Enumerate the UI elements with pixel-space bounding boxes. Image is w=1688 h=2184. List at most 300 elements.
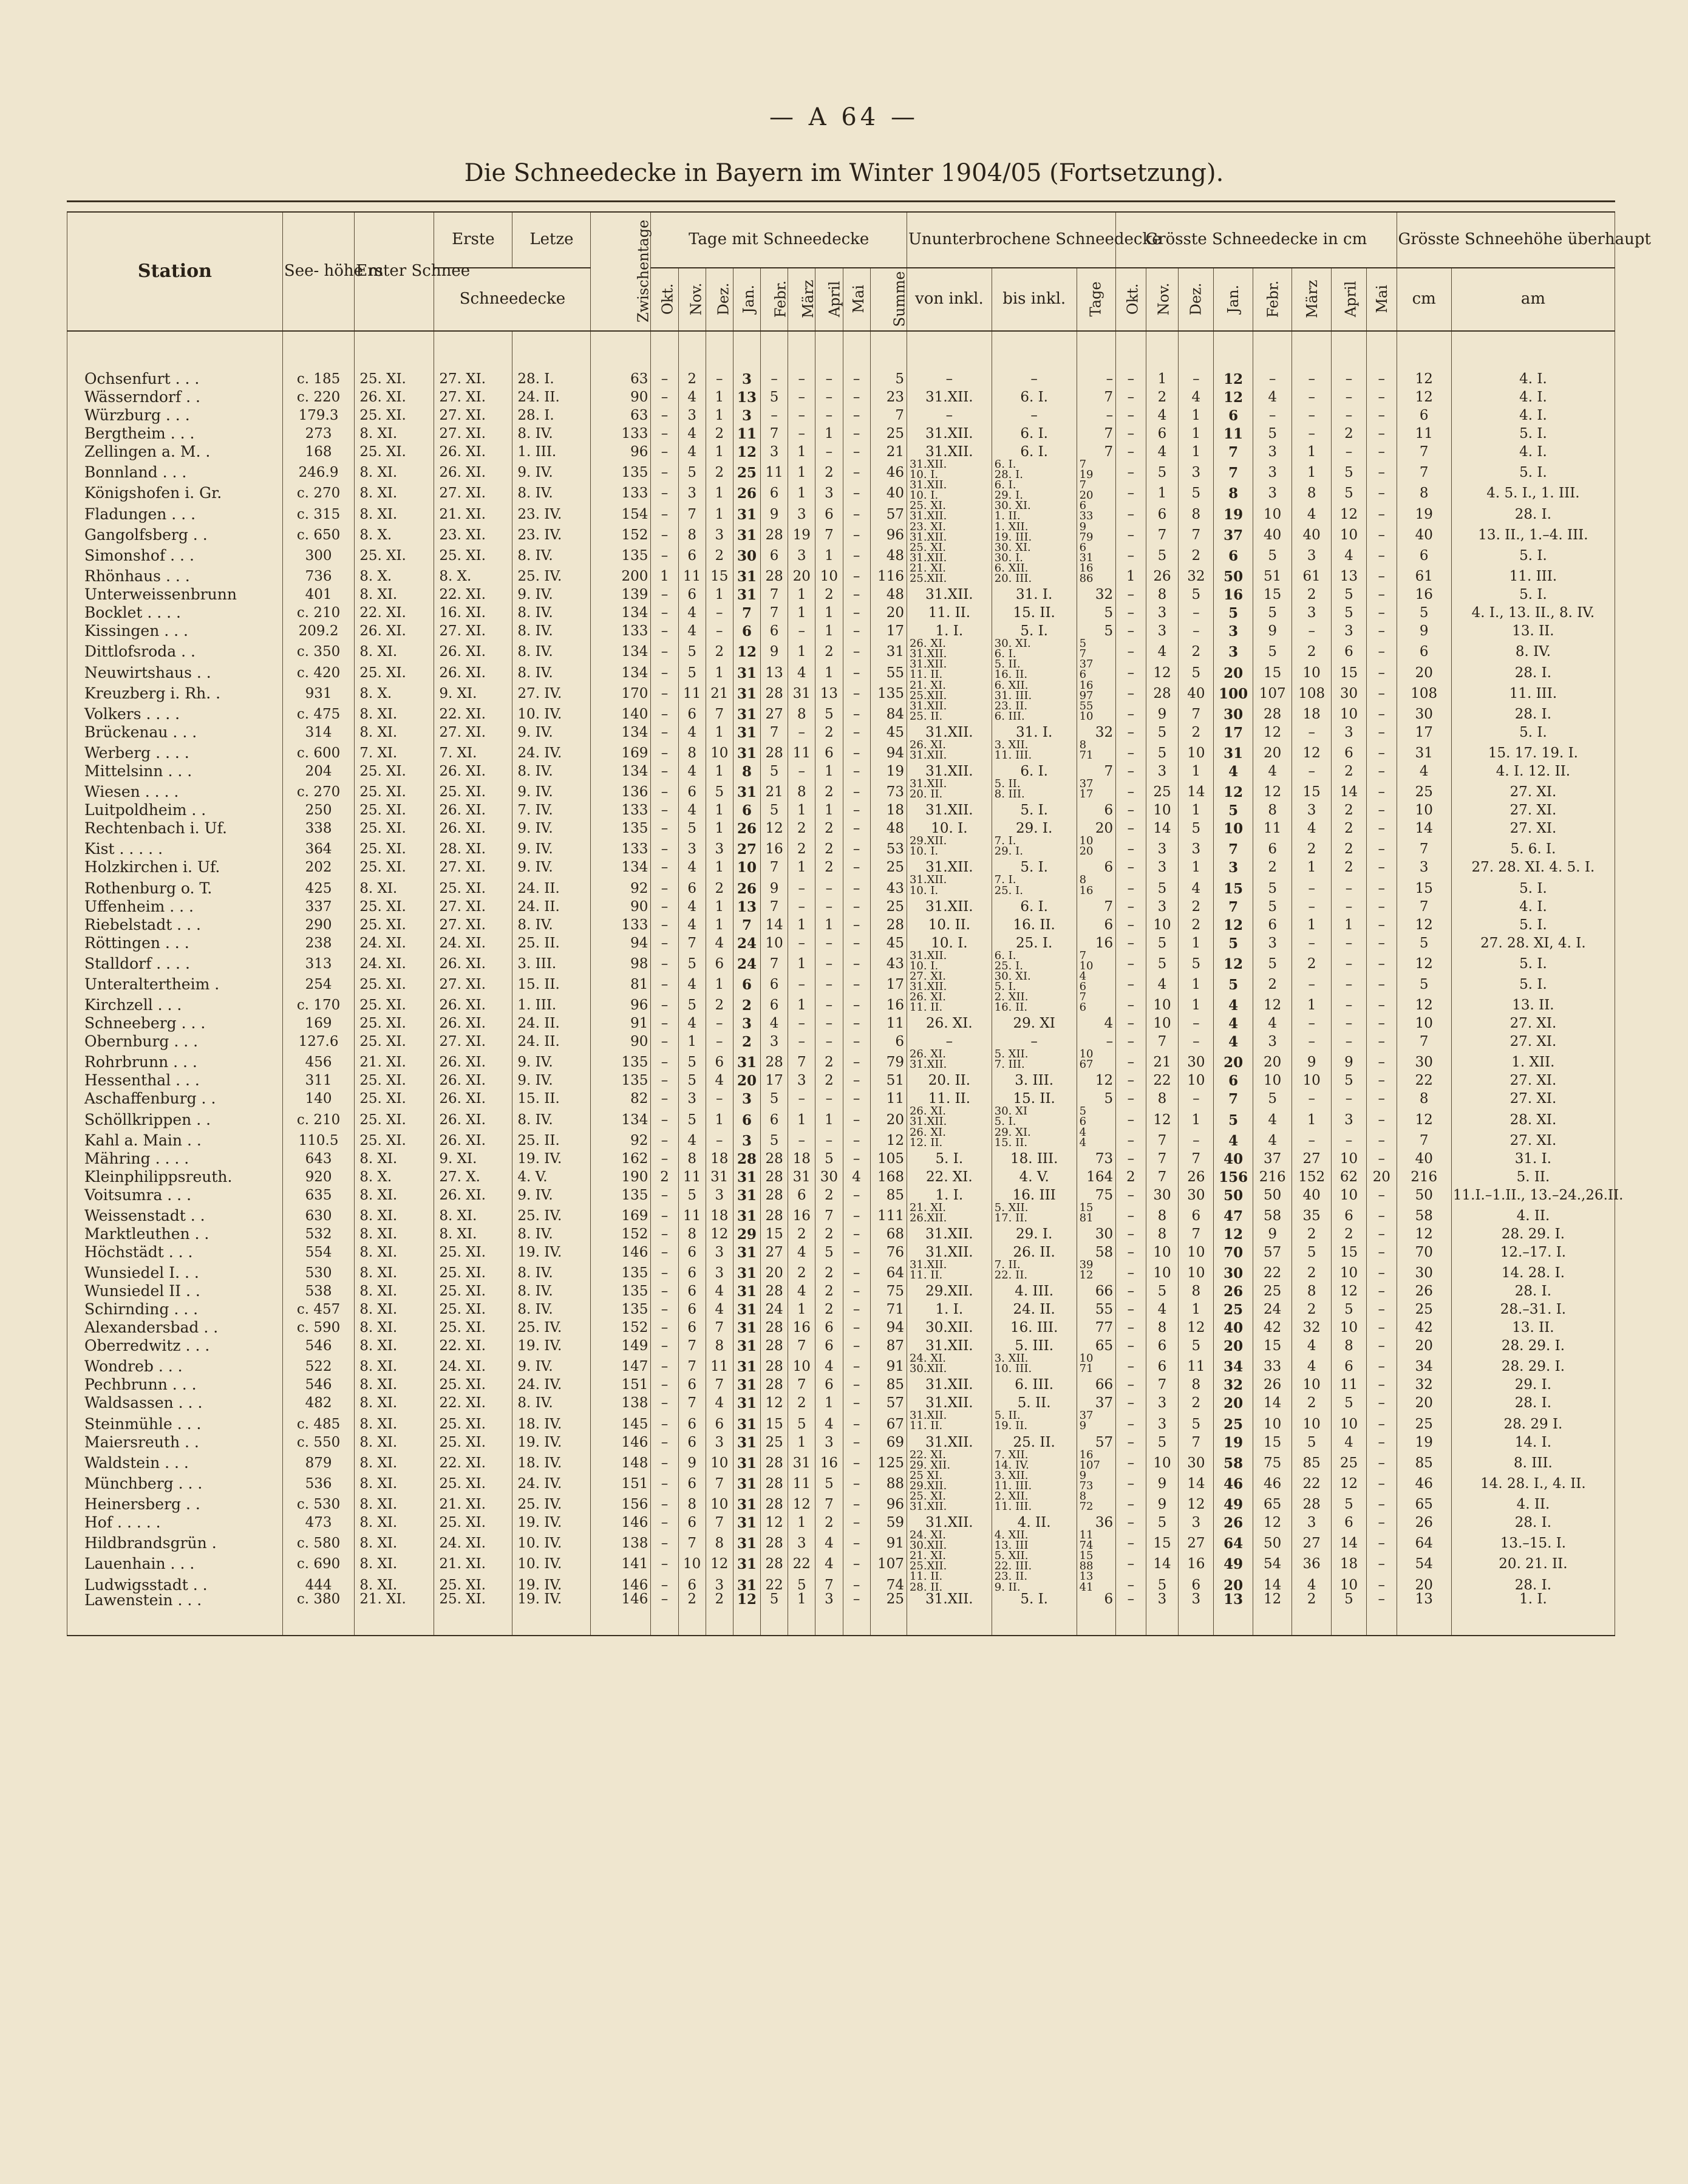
days-month-cell: 5 xyxy=(678,659,706,680)
tage-cell: 75 xyxy=(1077,1184,1116,1203)
tage-cell: 36 xyxy=(1077,1512,1116,1530)
depth-month-cell: 58 xyxy=(1253,1203,1292,1223)
letzte-schneedecke-cell: 8. IV. xyxy=(512,1298,591,1317)
days-month-cell: 4 xyxy=(843,1166,870,1184)
max-date-cell: 5. I. xyxy=(1451,971,1615,992)
max-date-cell: 5. 6. I. xyxy=(1451,836,1615,856)
tage-cell xyxy=(1077,638,1116,659)
station-name: Aschaffenburg . . xyxy=(67,1088,283,1106)
days-month-cell: – xyxy=(843,760,870,779)
days-month-cell: 8 xyxy=(678,1491,706,1512)
days-month-cell: – xyxy=(651,896,678,914)
max-cm-cell: 31 xyxy=(1397,740,1451,760)
interval-line: 31.XII. xyxy=(909,748,947,762)
depth-month-cell: 4 xyxy=(1253,386,1292,404)
days-month-cell: – xyxy=(788,896,815,914)
depth-month-cell: – xyxy=(1116,542,1146,563)
tage-cell xyxy=(1077,522,1116,542)
depth-month-cell: – xyxy=(1367,1241,1397,1260)
depth-month-cell: – xyxy=(1116,1031,1146,1049)
summe-cell: 43 xyxy=(870,875,907,895)
max-date-cell: 28. I. xyxy=(1451,500,1615,521)
days-month-cell: – xyxy=(843,522,870,542)
depth-month-cell: – xyxy=(1116,1298,1146,1317)
depth-month-cell: 8 xyxy=(1146,1203,1179,1223)
depth-month-cell: 2 xyxy=(1292,836,1332,856)
days-month-cell: 3 xyxy=(733,368,760,386)
depth-month-cell: – xyxy=(1331,932,1366,950)
bis-cell: 29. I. xyxy=(992,1223,1077,1241)
depth-month-cell: 4 xyxy=(1214,1031,1253,1049)
erste-schneedecke-cell: 25. XI. xyxy=(434,1374,512,1392)
depth-month-cell: 6 xyxy=(1179,1571,1214,1592)
days-month-cell: 2 xyxy=(706,542,733,563)
interval-line: 11. II. xyxy=(909,1001,943,1014)
interval-line: 28. I. xyxy=(994,468,1023,482)
depth-month-cell: 3 xyxy=(1214,856,1253,875)
erste-schneedecke-cell: 25. XI. xyxy=(434,1571,512,1592)
depth-month-cell: 2 xyxy=(1292,584,1332,602)
depth-month-cell: 30 xyxy=(1179,1450,1214,1470)
days-month-cell: – xyxy=(843,950,870,971)
interval-line: 6 xyxy=(1079,1115,1087,1128)
letzte-schneedecke-cell: 8. IV. xyxy=(512,760,591,779)
days-month-cell: 5 xyxy=(815,1148,843,1166)
depth-month-cell: 35 xyxy=(1292,1203,1332,1223)
letzte-schneedecke-cell: 28. I. xyxy=(512,368,591,386)
depth-month-cell: 5 xyxy=(1146,1512,1179,1530)
days-month-cell: 2 xyxy=(815,638,843,659)
seehoehe-cell: c. 485 xyxy=(282,1410,354,1431)
max-cm-cell: 7 xyxy=(1397,1031,1451,1049)
max-cm-cell: 25 xyxy=(1397,1410,1451,1431)
letzte-schneedecke-cell: 25. II. xyxy=(512,932,591,950)
interval-line: 11. III. xyxy=(994,748,1032,762)
days-month-cell: 1 xyxy=(815,542,843,563)
days-month-cell: 31 xyxy=(788,1450,815,1470)
zwischentage-cell: 94 xyxy=(591,932,651,950)
depth-month-cell: – xyxy=(1116,1203,1146,1223)
station-name: Dittlofsroda . . xyxy=(67,638,283,659)
days-month-cell: 26 xyxy=(733,875,760,895)
depth-month-cell: 7 xyxy=(1214,459,1253,480)
depth-month-cell: 27 xyxy=(1292,1530,1332,1551)
seehoehe-cell: 630 xyxy=(282,1203,354,1223)
max-date-cell: 13. II., 1.–4. III. xyxy=(1451,522,1615,542)
depth-month-cell: 9 xyxy=(1146,1491,1179,1512)
days-month-cell: – xyxy=(843,856,870,875)
zwischentage-cell: 90 xyxy=(591,386,651,404)
station-name: Münchberg . . . xyxy=(67,1470,283,1491)
depth-month-cell: 5 xyxy=(1146,1432,1179,1450)
interval-line: 25. I. xyxy=(994,959,1023,972)
days-month-cell: – xyxy=(815,1031,843,1049)
depth-month-cell: – xyxy=(1367,817,1397,836)
depth-month-cell: 7 xyxy=(1214,1088,1253,1106)
days-month-cell: 13 xyxy=(815,680,843,701)
max-date-cell: 8. IV. xyxy=(1451,638,1615,659)
depth-month-cell: 3 xyxy=(1214,620,1253,638)
depth-month-cell: – xyxy=(1367,1223,1397,1241)
days-month-cell: 3 xyxy=(678,404,706,423)
von-cell xyxy=(907,1353,992,1374)
seehoehe-cell: 522 xyxy=(282,1353,354,1374)
interval-line: 25 XI. xyxy=(909,1469,943,1482)
erste-schneedecke-cell: 27. XI. xyxy=(434,722,512,740)
max-date-cell: 13. II. xyxy=(1451,1317,1615,1335)
tage-cell xyxy=(1077,680,1116,701)
summe-cell: 25 xyxy=(870,423,907,441)
von-cell: 31.XII. xyxy=(907,856,992,875)
days-month-cell: – xyxy=(651,779,678,799)
max-cm-cell: 32 xyxy=(1397,1374,1451,1392)
days-month-cell: 2 xyxy=(815,1512,843,1530)
depth-month-cell: – xyxy=(1116,659,1146,680)
days-month-cell: 1 xyxy=(788,638,815,659)
erster-schnee-cell: 25. XI. xyxy=(355,1031,434,1049)
tage-cell xyxy=(1077,1491,1116,1512)
interval-line: 5. XII. xyxy=(994,1201,1029,1214)
days-month-cell: – xyxy=(651,1491,678,1512)
interval-line: 25.XII. xyxy=(909,572,947,585)
interval-line: 10. I. xyxy=(909,468,939,482)
depth-month-cell: 2 xyxy=(1179,542,1214,563)
days-month-cell: 1 xyxy=(788,1592,815,1636)
erster-schnee-cell: 8. XI. xyxy=(355,1241,434,1260)
erster-schnee-cell: 8. XI. xyxy=(355,584,434,602)
depth-month-cell: 1 xyxy=(1179,1298,1214,1317)
days-month-cell: 7 xyxy=(761,896,788,914)
depth-month-cell: – xyxy=(1367,914,1397,932)
days-month-cell: – xyxy=(843,638,870,659)
days-month-cell: 31 xyxy=(733,1049,760,1070)
tage-cell: 77 xyxy=(1077,1317,1116,1335)
von-cell xyxy=(907,779,992,799)
depth-month-cell: – xyxy=(1367,1491,1397,1512)
days-month-cell: 4 xyxy=(678,441,706,459)
bis-cell xyxy=(992,779,1077,799)
interval-line: 9 xyxy=(1079,1469,1087,1482)
depth-month-cell: – xyxy=(1367,992,1397,1012)
von-cell xyxy=(907,875,992,895)
depth-month-cell: – xyxy=(1367,950,1397,971)
station-name: Lawenstein . . . xyxy=(67,1592,283,1636)
depth-month-cell: 85 xyxy=(1292,1450,1332,1470)
header-von: von inkl. xyxy=(907,268,992,331)
depth-month-cell: 6 xyxy=(1214,404,1253,423)
bis-cell xyxy=(992,875,1077,895)
erster-schnee-cell: 8. XI. xyxy=(355,1260,434,1280)
depth-month-cell: 12 xyxy=(1253,992,1292,1012)
depth-month-cell: 5 xyxy=(1146,542,1179,563)
depth-month-cell: 5 xyxy=(1331,1592,1366,1636)
depth-month-cell: – xyxy=(1116,441,1146,459)
days-month-cell: 1 xyxy=(788,584,815,602)
erste-schneedecke-cell: 25. XI. xyxy=(434,542,512,563)
depth-month-cell: 6 xyxy=(1146,1335,1179,1353)
bis-cell xyxy=(992,1530,1077,1551)
days-month-cell: 9 xyxy=(761,500,788,521)
days-month-cell: 3 xyxy=(706,1260,733,1280)
days-month-cell: – xyxy=(651,1470,678,1491)
depth-month-cell: 15 xyxy=(1253,659,1292,680)
days-month-cell: – xyxy=(843,404,870,423)
days-month-cell: 1 xyxy=(788,441,815,459)
depth-month-cell: 12 xyxy=(1214,914,1253,932)
bis-cell xyxy=(992,992,1077,1012)
depth-month-cell: – xyxy=(1292,1031,1332,1049)
station-name: Werberg . . . . xyxy=(67,740,283,760)
letzte-schneedecke-cell: 27. IV. xyxy=(512,680,591,701)
days-month-cell: – xyxy=(843,1260,870,1280)
depth-month-cell: 2 xyxy=(1146,386,1179,404)
summe-cell: 53 xyxy=(870,836,907,856)
days-month-cell: 28 xyxy=(761,1203,788,1223)
erste-schneedecke-cell: 22. XI. xyxy=(434,1335,512,1353)
days-month-cell: – xyxy=(815,386,843,404)
interval-line: 74 xyxy=(1079,1539,1094,1552)
summe-cell: 69 xyxy=(870,1432,907,1450)
max-cm-cell: 65 xyxy=(1397,1491,1451,1512)
days-month-cell: 7 xyxy=(678,1392,706,1410)
days-month-cell: 16 xyxy=(788,1203,815,1223)
days-month-cell: – xyxy=(843,1432,870,1450)
days-month-cell: 5 xyxy=(678,992,706,1012)
depth-month-cell: 5 xyxy=(1253,423,1292,441)
days-month-cell: – xyxy=(843,1184,870,1203)
depth-month-cell: – xyxy=(1116,760,1146,779)
header-month-b0: Okt. xyxy=(1116,268,1146,331)
erste-schneedecke-cell: 27. XI. xyxy=(434,620,512,638)
depth-month-cell: 10 xyxy=(1292,1374,1332,1392)
interval-line: 23. II. xyxy=(994,1570,1028,1583)
max-date-cell: 27. XI. xyxy=(1451,1070,1615,1088)
depth-month-cell: 15 xyxy=(1146,1530,1179,1551)
days-month-cell: 31 xyxy=(733,522,760,542)
days-month-cell: 2 xyxy=(788,1223,815,1241)
depth-month-cell: 2 xyxy=(1253,856,1292,875)
days-month-cell: 3 xyxy=(706,1241,733,1260)
top-rule xyxy=(67,200,1615,202)
erste-schneedecke-cell: 27. XI. xyxy=(434,423,512,441)
tage-cell: 32 xyxy=(1077,722,1116,740)
max-cm-cell: 6 xyxy=(1397,404,1451,423)
max-date-cell: 27. 28. XI, 4. I. xyxy=(1451,932,1615,950)
days-month-cell: 5 xyxy=(678,1106,706,1127)
summe-cell: 96 xyxy=(870,522,907,542)
von-cell xyxy=(907,459,992,480)
depth-month-cell: 3 xyxy=(1146,1592,1179,1636)
depth-month-cell: 5 xyxy=(1253,875,1292,895)
depth-month-cell: 25 xyxy=(1253,1280,1292,1298)
days-month-cell: 4 xyxy=(678,856,706,875)
erste-schneedecke-cell: 25. XI. xyxy=(434,1592,512,1636)
interval-line: 16. II. xyxy=(994,1001,1028,1014)
depth-month-cell: 3 xyxy=(1253,932,1292,950)
bis-cell: 26. II. xyxy=(992,1241,1077,1260)
interval-line: 11. II. xyxy=(909,1269,943,1282)
bis-cell xyxy=(992,971,1077,992)
station-name: Zellingen a. M. . xyxy=(67,441,283,459)
interval-line: 71 xyxy=(1079,748,1094,762)
days-month-cell: 15 xyxy=(761,1410,788,1431)
max-cm-cell: 5 xyxy=(1397,602,1451,620)
letzte-schneedecke-cell: 25. IV. xyxy=(512,1203,591,1223)
letzte-schneedecke-cell: 8. IV. xyxy=(512,914,591,932)
interval-line: 33 xyxy=(1079,510,1094,523)
depth-month-cell: 7 xyxy=(1146,1031,1179,1049)
days-month-cell: 6 xyxy=(678,1317,706,1335)
interval-line: 1. XII. xyxy=(994,520,1029,533)
station-name: Obernburg . . . xyxy=(67,1031,283,1049)
depth-month-cell: – xyxy=(1116,1450,1146,1470)
letzte-schneedecke-cell: 24. II. xyxy=(512,386,591,404)
days-month-cell: 6 xyxy=(815,1335,843,1353)
table-row xyxy=(67,760,1615,779)
depth-month-cell: – xyxy=(1179,1012,1214,1031)
days-month-cell: – xyxy=(815,1127,843,1148)
table-row xyxy=(67,1031,1615,1049)
depth-month-cell: – xyxy=(1367,680,1397,701)
depth-month-cell: – xyxy=(1179,1127,1214,1148)
days-month-cell: 13 xyxy=(761,659,788,680)
letzte-schneedecke-cell: 8. IV. xyxy=(512,1260,591,1280)
interval-line: 21. XI. xyxy=(909,678,946,692)
depth-month-cell: 12 xyxy=(1253,1592,1292,1636)
summe-cell: 55 xyxy=(870,659,907,680)
zwischentage-cell: 133 xyxy=(591,799,651,817)
depth-month-cell: 10 xyxy=(1146,914,1179,932)
interval-line: 6. XII. xyxy=(994,561,1029,575)
max-cm-cell: 70 xyxy=(1397,1241,1451,1260)
depth-month-cell: 1 xyxy=(1179,992,1214,1012)
depth-month-cell: 12 xyxy=(1146,659,1179,680)
depth-month-cell: 15 xyxy=(1331,659,1366,680)
interval-line: 6. I. xyxy=(994,458,1016,471)
header-month-b6: April xyxy=(1331,268,1366,331)
seehoehe-cell: 250 xyxy=(282,799,354,817)
letzte-schneedecke-cell: 15. II. xyxy=(512,1088,591,1106)
days-month-cell: 8 xyxy=(678,522,706,542)
depth-month-cell: 2 xyxy=(1331,1223,1366,1241)
depth-month-cell: 3 xyxy=(1146,1392,1179,1410)
tage-cell xyxy=(1077,971,1116,992)
days-month-cell: – xyxy=(651,1450,678,1470)
erste-schneedecke-cell: 22. XI. xyxy=(434,1450,512,1470)
depth-month-cell: 12 xyxy=(1214,1223,1253,1241)
depth-month-cell: – xyxy=(1367,542,1397,563)
days-month-cell: 4 xyxy=(678,620,706,638)
depth-month-cell: 5 xyxy=(1331,1392,1366,1410)
days-month-cell: 8 xyxy=(706,1335,733,1353)
zwischentage-cell: 92 xyxy=(591,1127,651,1148)
days-month-cell: – xyxy=(843,441,870,459)
days-month-cell: – xyxy=(651,441,678,459)
days-month-cell: – xyxy=(651,817,678,836)
depth-month-cell: 9 xyxy=(1146,701,1179,722)
seehoehe-cell: c. 590 xyxy=(282,1317,354,1335)
erste-schneedecke-cell: 27. XI. xyxy=(434,368,512,386)
days-month-cell: – xyxy=(788,971,815,992)
days-month-cell: 2 xyxy=(706,875,733,895)
von-cell xyxy=(907,1260,992,1280)
days-month-cell: 9 xyxy=(761,875,788,895)
days-month-cell: 3 xyxy=(761,441,788,459)
table-row xyxy=(67,1070,1615,1088)
interval-line: 7. III. xyxy=(994,1058,1025,1071)
days-month-cell: 10 xyxy=(788,1353,815,1374)
days-month-cell: 1 xyxy=(788,1512,815,1530)
days-month-cell: 4 xyxy=(678,1012,706,1031)
erste-schneedecke-cell: 26. XI. xyxy=(434,1012,512,1031)
seehoehe-cell: 179.3 xyxy=(282,404,354,423)
station-name: Holzkirchen i. Uf. xyxy=(67,856,283,875)
erste-schneedecke-cell: 22. XI. xyxy=(434,701,512,722)
erster-schnee-cell: 22. XI. xyxy=(355,602,434,620)
interval-line: 86 xyxy=(1079,572,1094,585)
interval-line: 2. XII. xyxy=(994,991,1029,1003)
days-month-cell: 1 xyxy=(706,500,733,521)
depth-month-cell: 7 xyxy=(1214,836,1253,856)
days-month-cell: 6 xyxy=(761,992,788,1012)
tage-cell: 7 xyxy=(1077,386,1116,404)
interval-line: 26. XI. xyxy=(909,1048,946,1061)
max-cm-cell: 25 xyxy=(1397,1298,1451,1317)
seehoehe-cell: 530 xyxy=(282,1260,354,1280)
header-zwischentage: Zwischentage xyxy=(591,212,651,331)
bis-cell: 16. III. xyxy=(992,1317,1077,1335)
tage-cell: 66 xyxy=(1077,1280,1116,1298)
summe-cell: 19 xyxy=(870,760,907,779)
depth-month-cell: 5 xyxy=(1214,1106,1253,1127)
station-name: Bocklet . . . . xyxy=(67,602,283,620)
days-month-cell: – xyxy=(843,1317,870,1335)
depth-month-cell: 3 xyxy=(1292,1512,1332,1530)
days-month-cell: 6 xyxy=(678,1298,706,1317)
days-month-cell: 7 xyxy=(815,1571,843,1592)
interval-line: 15. II. xyxy=(994,1136,1028,1149)
days-month-cell: 6 xyxy=(678,779,706,799)
days-month-cell: 1 xyxy=(815,914,843,932)
days-month-cell: 2 xyxy=(815,1223,843,1241)
von-cell: – xyxy=(907,1031,992,1049)
erster-schnee-cell: 8. XI. xyxy=(355,1392,434,1410)
max-cm-cell: 12 xyxy=(1397,368,1451,386)
interval-line: 11. II. xyxy=(909,1570,943,1583)
seehoehe-cell: 168 xyxy=(282,441,354,459)
days-month-cell: – xyxy=(843,1491,870,1512)
depth-month-cell: – xyxy=(1116,1374,1146,1392)
depth-month-cell: 8 xyxy=(1146,1317,1179,1335)
depth-month-cell: 12 xyxy=(1331,1470,1366,1491)
days-month-cell: 1 xyxy=(706,914,733,932)
max-cm-cell: 5 xyxy=(1397,932,1451,950)
days-month-cell: 3 xyxy=(733,404,760,423)
depth-month-cell: – xyxy=(1116,1148,1146,1166)
days-month-cell: – xyxy=(815,896,843,914)
interval-line: 31.XII. xyxy=(909,551,947,564)
von-cell: 31.XII. xyxy=(907,1512,992,1530)
depth-month-cell: 1 xyxy=(1292,992,1332,1012)
days-month-cell: 31 xyxy=(733,1392,760,1410)
days-month-cell: 1 xyxy=(815,1392,843,1410)
table-row xyxy=(67,1203,1615,1223)
zwischentage-cell: 134 xyxy=(591,659,651,680)
depth-month-cell: 10 xyxy=(1331,1410,1366,1431)
days-month-cell: 27 xyxy=(761,701,788,722)
erste-schneedecke-cell: 26. XI. xyxy=(434,1049,512,1070)
interval-line: 37 xyxy=(1079,658,1094,671)
